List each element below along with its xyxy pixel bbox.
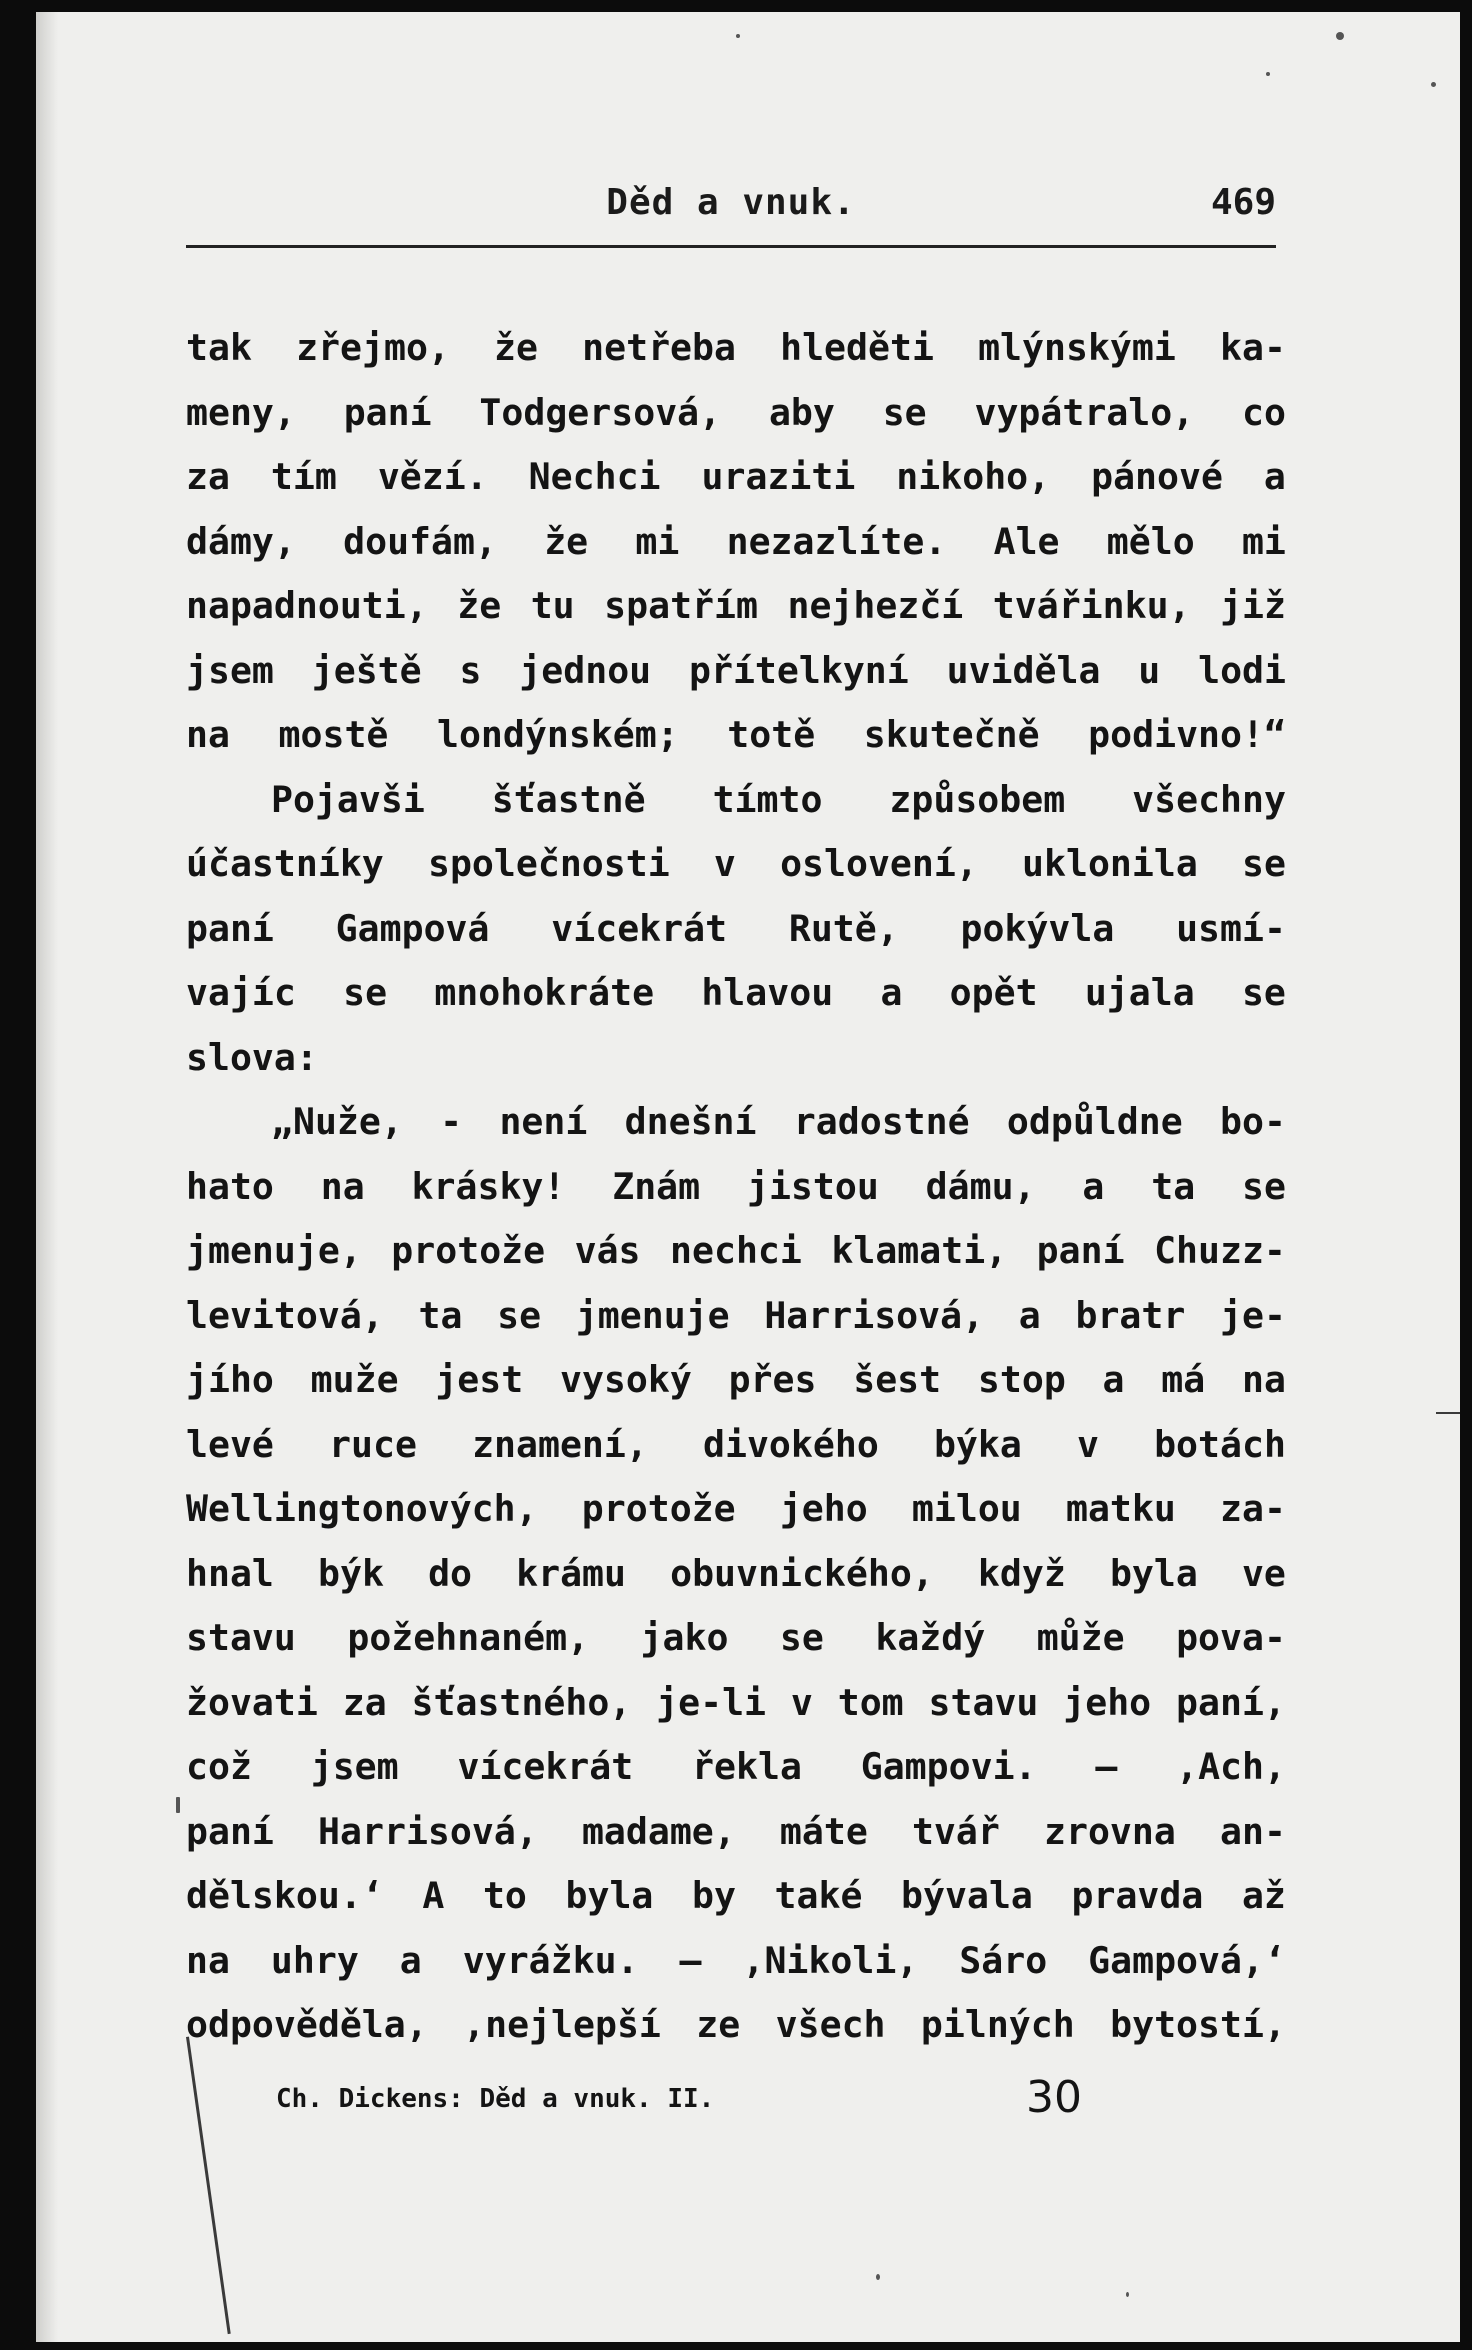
word: a [1102,1358,1125,1401]
word: se [779,1616,824,1659]
word: byla [565,1874,654,1917]
word: se [497,1293,542,1337]
word: jsem [310,1745,399,1788]
scan-speck [1126,2292,1129,2297]
word: Todgersová, [479,390,722,434]
text-line [186,316,1286,381]
word: paní [1036,1229,1125,1272]
word: - [440,1100,463,1143]
word: se [343,971,388,1014]
word: stavu [186,1616,296,1659]
word: odpůldne [1006,1100,1183,1143]
word: Gampová,‘ [1088,1938,1286,1982]
word: meny, [186,390,296,434]
word: dámy, [186,519,296,563]
word: spatřím [604,584,758,627]
word: ve [1241,1551,1286,1595]
word: zřejmo, [296,326,450,369]
word: ‚Nikoli, [742,1938,919,1982]
word: Rutě, [788,906,899,950]
word: byla [1109,1551,1198,1595]
word: Wellingtonových, [186,1487,538,1530]
word: ruce [329,1422,417,1466]
text-line [186,961,1286,1026]
word: je-li [656,1680,767,1724]
word: vás [574,1229,641,1272]
word: dámu, [925,1164,1036,1208]
margin-scratch [186,2037,231,2334]
word: madame, [581,1809,736,1853]
word: mnohokráte [434,971,655,1014]
word: nechci [670,1229,802,1272]
text-line [186,1800,1286,1865]
word: netřeba [582,326,736,369]
word: jest [435,1358,524,1401]
text-line [186,1606,1286,1671]
word: nezazlíte. [726,519,947,563]
word: paní [343,390,432,434]
word: máte [779,1809,868,1853]
running-title: Děd a vnuk. [606,182,856,223]
word: a [1263,455,1286,498]
word: tu [530,584,575,627]
word: jmenuje, [186,1229,362,1272]
text-line [186,1219,1286,1284]
word: pova- [1176,1616,1286,1659]
word: šťastného, [411,1680,632,1724]
word: bytostí, [1110,2003,1286,2046]
word: všechny [1132,777,1286,821]
word: vajíc [186,971,296,1014]
word: radostné [793,1100,970,1143]
word: vícekrát [457,1745,634,1788]
word: krámu [516,1551,626,1595]
word: to [482,1874,527,1917]
word: stavu [928,1680,1039,1724]
word: také [774,1874,863,1917]
word: protože [581,1487,736,1530]
word: každý [875,1616,986,1659]
word: všech [775,2003,886,2046]
word: býk [318,1551,384,1595]
word: zrovna [1044,1809,1176,1853]
word: londýnském; [436,713,679,756]
word: vyrážku. [462,1938,639,1982]
text-line [186,1284,1286,1349]
word: na [1241,1358,1286,1401]
word: a [1082,1164,1105,1208]
text-line [186,1413,1286,1478]
word: paní, [1176,1680,1286,1724]
word: hnal [186,1551,274,1595]
word: skutečně [863,713,1040,756]
word: že [457,584,502,627]
word: na [186,713,230,756]
word: doufám, [343,519,497,563]
text-line [186,1735,1286,1800]
word: hleděti [780,326,934,369]
word: jsem [186,648,274,692]
word: přítelkyní [689,648,909,692]
word: se [1242,842,1286,885]
word: vícekrát [551,906,728,950]
word: u [1138,648,1161,692]
word: na [186,1938,230,1982]
word: mi [635,519,680,563]
word: šest [853,1358,942,1401]
word: mělo [1106,519,1195,563]
word: krásky! [411,1164,566,1208]
word: tímto [712,777,823,821]
text-line [186,1671,1286,1736]
word: šťastně [491,777,646,821]
word: nejhezčí [787,584,964,627]
word: požehnaném, [347,1616,590,1659]
word: levitová, [186,1293,384,1337]
word: až [1241,1874,1286,1917]
word: uviděla [946,648,1101,692]
word: do [428,1551,473,1595]
text-line [186,832,1286,897]
word: paní [186,1809,274,1853]
word: má [1161,1358,1206,1401]
word: tom [837,1680,904,1724]
word: uklonila [1022,842,1198,885]
signature-mark: Ch. Dickens: Děd a vnuk. II. [276,2084,715,2114]
word: stop [977,1358,1066,1401]
word: levé [186,1422,274,1466]
word: že [544,519,589,563]
word: v [1076,1422,1099,1466]
word: — [679,1938,702,1982]
word: uraziti [701,455,856,498]
scan-speck [176,1797,180,1813]
word: hlavou [701,971,834,1014]
word: se [1242,1164,1286,1208]
word: Pojavši [271,777,425,821]
word: žovati [186,1680,318,1724]
text-line [186,1477,1286,1542]
word: Gampová [335,906,490,950]
word: ‚nejlepší [463,2003,661,2046]
word: se [1241,971,1286,1014]
word: bo- [1220,1100,1286,1143]
word: když [977,1551,1066,1595]
word: Gampovi. [860,1745,1037,1788]
word: oslovení, [780,842,978,885]
word: an- [1220,1809,1286,1853]
word: Nechci [528,455,661,498]
word: bývala [901,1874,1033,1917]
scan-speck [736,34,740,38]
word: klamati, [831,1229,1008,1272]
sheet-number: 30 [1026,2072,1082,2123]
word: hato [186,1164,274,1208]
word: účastníky [186,842,384,885]
book-page [36,12,1460,2342]
text-line [186,1542,1286,1607]
word: již [1220,584,1286,627]
text-line [186,574,1286,639]
word: divokého [703,1422,879,1466]
text-line [186,639,1286,704]
word: jako [640,1616,729,1659]
word: uhry [270,1938,359,1982]
word: Harrisová, [318,1809,538,1853]
text-line [186,1864,1286,1929]
text-line [186,1993,1286,2058]
word: dělskou.‘ [186,1874,384,1917]
text-line [186,1348,1286,1413]
word: společnosti [427,842,670,885]
word: za [186,455,230,498]
word: a [880,971,903,1014]
word: ka- [1220,326,1286,369]
word: ta [418,1293,463,1337]
word: mlýnskými [978,326,1176,369]
word: opět [949,971,1038,1014]
word: přes [728,1358,817,1401]
text-line [186,1090,1286,1155]
text-line: slova: [186,1035,318,1079]
word: usmí- [1176,906,1286,950]
word: nikoho, [896,455,1051,498]
word: a [1018,1293,1041,1337]
word: pokývla [960,906,1115,950]
word: a [399,1938,422,1982]
word: A [422,1874,445,1917]
word: Chuzz- [1154,1229,1286,1272]
scan-speck [1431,82,1436,87]
word: jeho [1063,1680,1152,1724]
margin-scratch [1436,1412,1460,1414]
word: „Nuže, [271,1100,403,1143]
text-line [186,768,1286,833]
word: vysoký [559,1358,692,1401]
word: se [882,390,927,434]
word: jmenuje [575,1293,730,1337]
scan-speck [1266,72,1270,76]
text-line [186,1155,1286,1220]
word: Harrisová, [764,1293,985,1337]
word: napadnouti, [186,584,428,627]
text-line [186,381,1286,446]
word: mostě [278,713,389,756]
word: Ale [993,519,1060,563]
word: tím [270,455,337,498]
word: tvář [911,1809,1000,1853]
word: což [186,1745,252,1788]
word: ještě [311,648,422,692]
word: na [320,1164,365,1208]
word: botách [1154,1422,1286,1466]
scan-speck [1336,32,1344,40]
word: Sáro [959,1938,1048,1982]
word: způsobem [889,777,1066,821]
word: jeho [779,1487,868,1530]
word: paní [186,906,274,950]
running-header [186,182,1276,232]
word: ‚Ach, [1176,1745,1286,1788]
word: není [499,1100,588,1143]
word: protože [391,1229,546,1272]
word: bratr [1075,1293,1186,1337]
word: tak [186,326,252,369]
word: jednou [519,648,652,692]
word: jího [186,1358,274,1401]
word: ujala [1084,971,1195,1014]
word: jistou [746,1164,879,1208]
word: je- [1220,1293,1286,1337]
text-line [186,510,1286,575]
scan-speck [876,2274,880,2280]
word: za [342,1680,387,1724]
word: tvářinku, [992,584,1191,627]
header-rule [186,245,1276,248]
word: pánové [1091,455,1223,498]
word: v [713,842,736,885]
word: matku [1065,1487,1176,1530]
word: aby [768,390,835,434]
word: obuvnického, [670,1551,934,1595]
word: znamení, [472,1422,648,1466]
word: mi [1241,519,1286,563]
word: pravda [1071,1874,1204,1917]
word: s [459,648,482,692]
word: podivno!“ [1088,713,1286,756]
page-footer [276,2072,1096,2132]
word: dnešní [624,1100,757,1143]
word: Znám [612,1164,701,1208]
text-line [186,897,1286,962]
text-line [186,703,1286,768]
word: co [1242,390,1286,434]
word: v [790,1680,813,1724]
word: lodi [1198,648,1286,692]
word: — [1095,1745,1118,1788]
word: vypátralo, [974,390,1195,434]
word: milou [911,1487,1022,1530]
word: odpověděla, [186,2003,428,2046]
word: muže [310,1358,399,1401]
word: by [692,1874,736,1917]
word: za- [1220,1487,1286,1530]
page-number: 469 [1210,182,1276,223]
word: totě [727,713,816,756]
word: býka [933,1422,1022,1466]
word: může [1036,1616,1125,1659]
word: že [494,326,538,369]
text-line [186,1929,1286,1994]
page-gutter [36,12,58,2342]
body-text [186,316,1286,2058]
text-line [186,445,1286,510]
word: ze [696,2003,741,2046]
word: ta [1151,1164,1196,1208]
word: pilných [920,2003,1075,2046]
word: vězí. [377,455,488,498]
word: řekla [692,1745,802,1788]
